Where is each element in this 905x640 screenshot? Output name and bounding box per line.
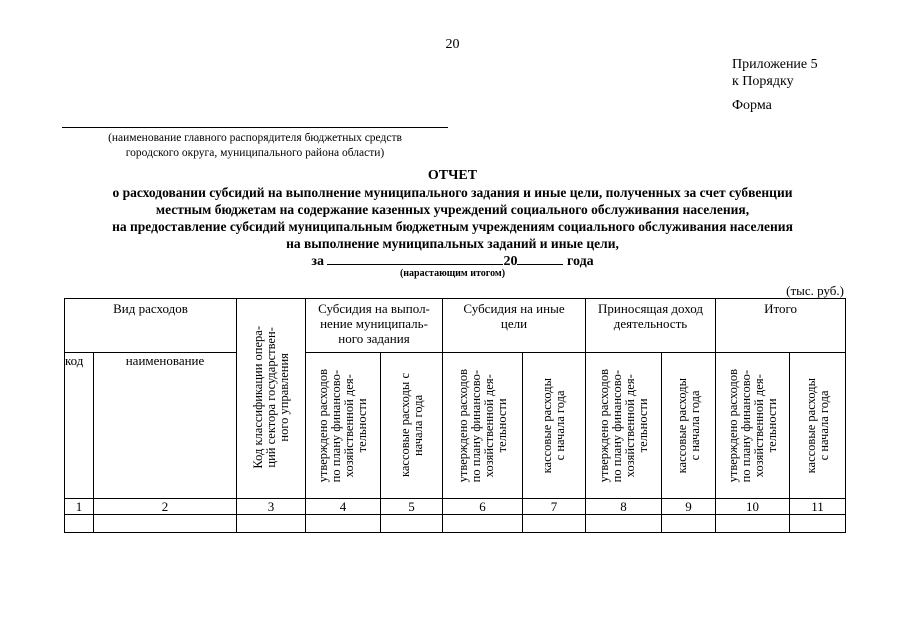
column-number: 7: [523, 499, 586, 515]
table-cell: [65, 515, 94, 533]
table-cell: [237, 515, 306, 533]
column-number: 9: [662, 499, 716, 515]
municipal-cash-header: [381, 353, 443, 499]
column-number: 3: [237, 499, 306, 515]
period-prefix: за: [311, 254, 324, 269]
total-cash-header: [790, 353, 846, 499]
municipal-cash-label: кассовые расходы с начала года: [397, 373, 425, 478]
column-number: 5: [381, 499, 443, 515]
table-cell: [443, 515, 523, 533]
table-cell: [716, 515, 790, 533]
table-cell: [523, 515, 586, 533]
income-approved-label: утверждено расходов по плану финансово- хозяйственной дея- тельности: [596, 368, 650, 483]
report-table: [64, 298, 846, 533]
income-approved-header: [586, 353, 662, 499]
procedure-line: к Порядку: [732, 74, 794, 89]
municipal-approved-label: утверждено расходов по плану финансово- хозяйственной дея- тельности: [316, 368, 369, 483]
other-cash-header: [523, 353, 586, 499]
total-approved-header: [716, 353, 790, 499]
report-subtitle: о расходовании субсидий на выполнение муниципального задания и иные цели, полученных за счет субвенции местным бюджетам на содержание казенных учреждений социального обслуживания населения, на предоставление субсидий муниципальным бюджетным учреждениям социального обслуживания населения на выполнение муниципальных заданий и иные цели,: [112, 185, 793, 251]
column-number: 1: [65, 499, 94, 515]
table-row: [65, 515, 846, 533]
appendix-line: Приложение 5: [732, 57, 818, 72]
report-title: ОТЧЕТ: [427, 168, 478, 183]
table-cell: [662, 515, 716, 533]
units-label: (тыс. руб.): [786, 283, 844, 298]
income-activity-header: Приносящая доход деятельность: [586, 299, 716, 353]
name-header: наименование: [94, 353, 237, 499]
code-header: код: [65, 353, 94, 499]
period-blank: [327, 252, 503, 265]
classification-code-header: [237, 299, 306, 499]
table-cell: [306, 515, 381, 533]
table-cell: [790, 515, 846, 533]
table-cell: [94, 515, 237, 533]
distributor-caption: (наименование главного распорядителя бюджетных средств городского округа, муниципального района области): [108, 132, 402, 159]
column-number: 6: [443, 499, 523, 515]
table-cell: [586, 515, 662, 533]
table-header-row: [65, 299, 846, 353]
period-suffix: года: [566, 254, 594, 269]
expense-type-header: Вид расходов: [65, 299, 237, 353]
total-header: Итого: [716, 299, 846, 353]
column-number: 11: [790, 499, 846, 515]
income-cash-header: [662, 353, 716, 499]
total-cash-label: кассовые расходы с начала года: [803, 377, 831, 474]
total-approved-label: утверждено расходов по плану финансово- хозяйственной дея- тельности: [725, 368, 779, 483]
distributor-name-line: [62, 127, 448, 128]
period-year-blank: [517, 252, 563, 265]
column-number: 10: [716, 499, 790, 515]
table-subheader-row: [65, 353, 846, 499]
cumulative-note: (нарастающим итогом): [399, 268, 506, 279]
other-purposes-header: Субсидия на иные цели: [443, 299, 586, 353]
other-approved-header: [443, 353, 523, 499]
table-cell: [381, 515, 443, 533]
municipal-task-header: Субсидия на выпол- нение муниципаль- ного задания: [306, 299, 443, 353]
column-number: 8: [586, 499, 662, 515]
column-numbers-row: [65, 499, 846, 515]
other-cash-label: кассовые расходы с начала года: [540, 377, 567, 474]
form-label: Форма: [732, 98, 772, 113]
page-number: 20: [445, 37, 460, 52]
period-year-prefix: 20: [503, 254, 518, 269]
other-approved-label: утверждено расходов по плану финансово- хозяйственной дея- тельности: [455, 368, 509, 483]
appendix-reference: [732, 56, 818, 90]
income-cash-label: кассовые расходы с начала года: [674, 377, 702, 474]
classification-code-label: Код классификации опера- ций сектора государствен- ного управления: [250, 325, 291, 469]
column-number: 2: [94, 499, 237, 515]
column-number: 4: [306, 499, 381, 515]
municipal-approved-header: [306, 353, 381, 499]
